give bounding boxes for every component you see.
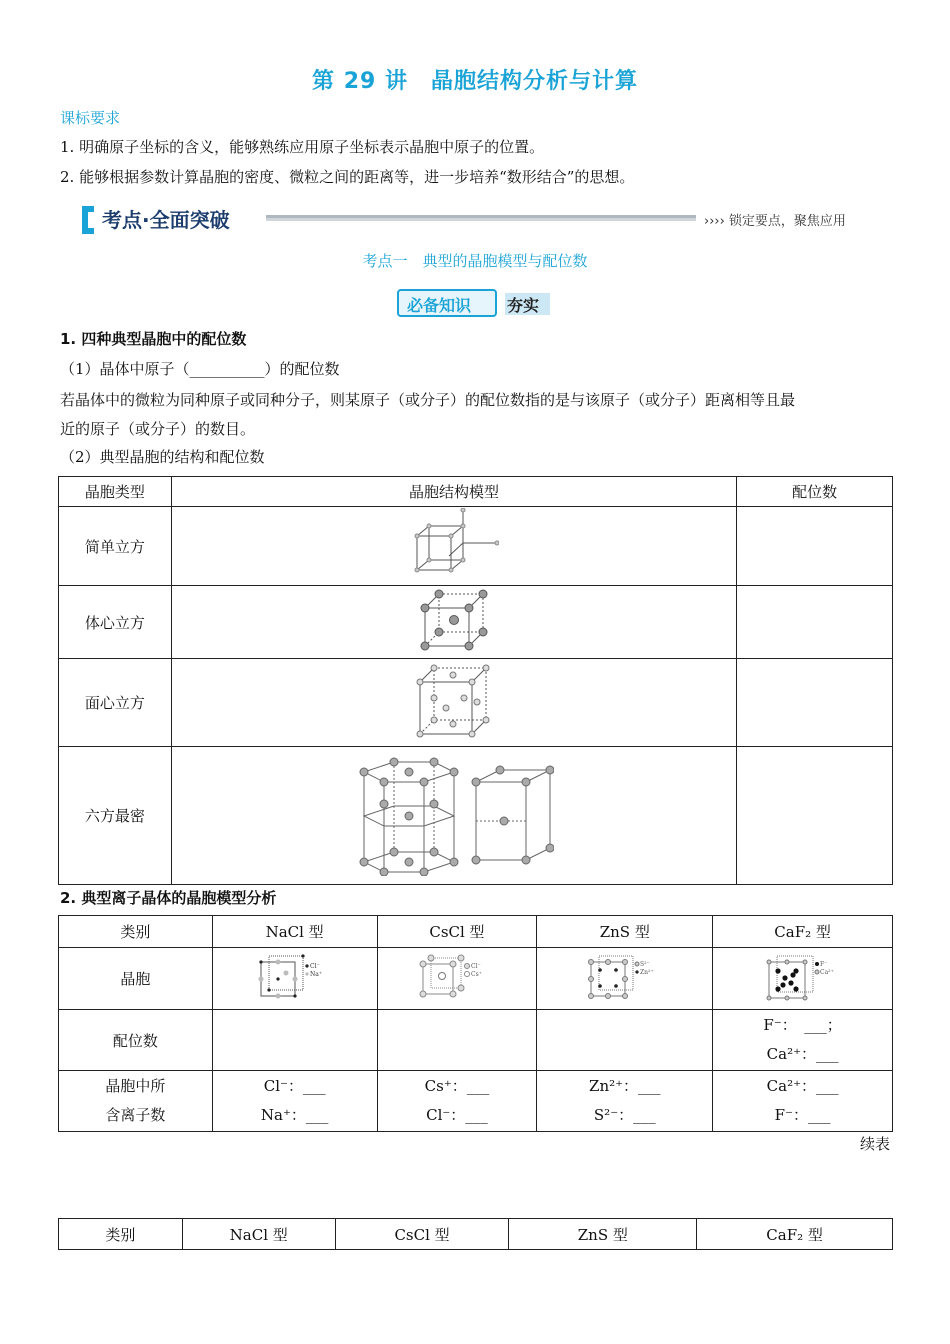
bibei-badge [397,289,552,317]
ionic-crystal-table [58,915,893,1132]
cell-type: 体心立方 [59,586,172,659]
section1-para: 若晶体中的微粒为同种原子或同种分子，则某原子（或分子）的配位数指的是与该原子（或分子）距离相等且最 [60,391,796,409]
table-header: NaCl 型 [212,916,377,948]
svg-text:Zn²⁺: Zn²⁺ [639,968,654,976]
table-header: CsCl 型 [335,1219,509,1250]
caf2-diagram [763,952,843,1002]
banner-label: 考点·全面突破 [102,208,230,232]
row-label: 配位数 [59,1010,213,1071]
svg-text:Cs⁺: Cs⁺ [470,970,482,978]
cscl-count: Cs⁺：___ Cl⁻：___ [377,1071,537,1132]
coord-blank[interactable] [737,659,893,747]
coord-blank[interactable] [377,1010,537,1071]
zns-count: Zn²⁺：___ S²⁻：___ [537,1071,713,1132]
cscl-cell [377,948,537,1010]
cscl-diagram [417,952,497,1002]
coord-blank[interactable] [737,747,893,885]
table-header: CsCl 型 [377,916,537,948]
table-header: NaCl 型 [182,1219,335,1250]
cell-type: 面心立方 [59,659,172,747]
bcc-model [171,586,736,659]
continued-table [58,1218,893,1250]
table-header: CaF₂ 型 [713,916,893,948]
svg-text:Na⁺: Na⁺ [309,970,322,978]
coord-blank[interactable] [212,1010,377,1071]
caf2-count: Ca²⁺：___ F⁻：___ [713,1071,893,1132]
caf2-coord-ca: Ca²⁺：___ [766,1045,839,1063]
coord-blank[interactable] [737,586,893,659]
nacl-cell [212,948,377,1010]
zns-cell [537,948,713,1010]
svg-text:Cl⁻: Cl⁻ [309,962,320,970]
table-header: 类别 [59,916,213,948]
svg-text:Cl⁻: Cl⁻ [470,962,481,970]
svg-text:S²⁻: S²⁻ [639,960,650,968]
requirement-item: 1. 明确原子坐标的含义，能够熟练应用原子坐标表示晶胞中原子的位置。 [60,138,545,156]
banner-right-text: ›››› 锁定要点，聚焦应用 [704,214,846,229]
nacl-count: Cl⁻：___ Na⁺：___ [212,1071,377,1132]
fcc-diagram [414,662,494,740]
zns-diagram [585,952,665,1002]
page-title: 第 29 讲 晶胞结构分析与计算 [312,69,638,94]
caf2-coord [713,1010,893,1071]
continued-label: 续表 [860,1135,891,1153]
table-header: 配位数 [737,477,893,507]
section1-heading: 1. 四种典型晶胞中的配位数 [60,330,247,348]
simple-cubic-diagram [409,508,499,580]
coord-blank[interactable] [737,507,893,586]
caf2-coord-f: F⁻： ___； [763,1016,842,1034]
bibei-right: 夯实 [507,296,540,315]
table-header: 类别 [59,1219,183,1250]
row-label: 晶胞中所 含离子数 [59,1071,213,1132]
table-header: ZnS 型 [537,916,713,948]
section1-para: 近的原子（或分子）的数目。 [60,420,256,438]
cell-type: 六方最密 [59,747,172,885]
caf2-cell [713,948,893,1010]
kaodian-title: 考点一 典型的晶胞模型与配位数 [362,252,588,270]
fcc-model [171,659,736,747]
coord-blank[interactable] [537,1010,713,1071]
row-label: 晶胞 [59,948,213,1010]
section2-heading: 2. 典型离子晶体的晶胞模型分析 [60,889,277,907]
nacl-diagram [255,952,335,1002]
cell-type: 简单立方 [59,507,172,586]
section1-sub1: （1）晶体中原子（__________）的配位数 [60,360,340,378]
table-header: 晶胞类型 [59,477,172,507]
requirement-item: 2. 能够根据参数计算晶胞的密度、微粒之间的距离等，进一步培养“数形结合”的思想。 [60,168,635,186]
section1-sub2: （2）典型晶胞的结构和配位数 [60,448,265,466]
svg-text:Ca²⁺: Ca²⁺ [819,968,834,976]
svg-text:F⁻: F⁻ [819,960,827,968]
crystal-structure-table [58,476,893,885]
bcc-diagram [419,588,489,652]
simple-cubic-model [171,507,736,586]
table-header: CaF₂ 型 [697,1219,893,1250]
hcp-diagram [354,752,554,876]
section-banner [80,202,880,238]
requirements-heading: 课标要求 [60,109,121,127]
table-header: 晶胞结构模型 [171,477,736,507]
hcp-model [171,747,736,885]
table-header: ZnS 型 [509,1219,697,1250]
bibei-left: 必备知识 [407,296,472,315]
